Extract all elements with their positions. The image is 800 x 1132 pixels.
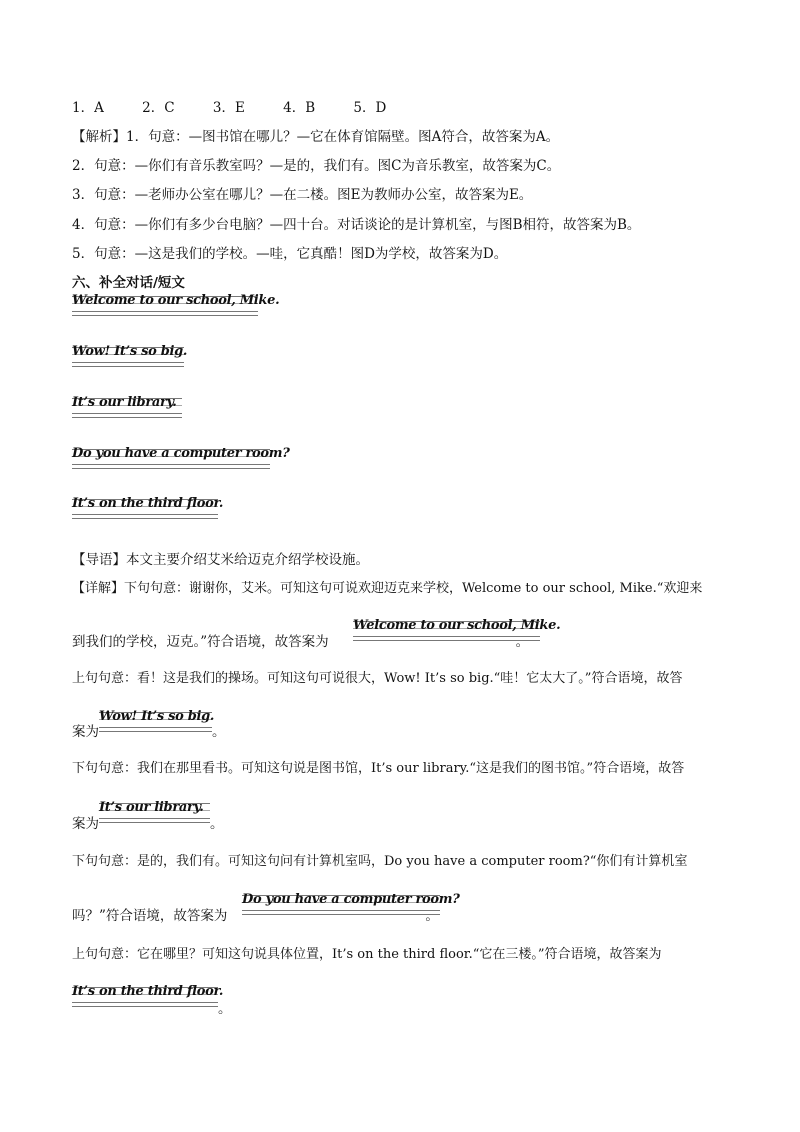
detail-3-handwriting [99, 801, 210, 823]
handwriting-text: It’s on the third floor. [72, 496, 224, 511]
handwriting-text: Wow! It’s so big. [72, 344, 188, 359]
handwriting-answer-4 [72, 446, 290, 469]
answer-5: 5．D [353, 100, 387, 116]
detail-3-line-1: 下句句意：我们在那里看书。可知这句说是图书馆，It’s our library.“这是我们的图书馆。”符合语境，故答 [72, 761, 685, 776]
analysis-line-3: 3．句意：—老师办公室在哪儿？—在二楼。图E为教师办公室，故答案为E。 [72, 187, 533, 203]
handwriting-text: It’s our library. [99, 800, 204, 815]
answer-1: 1．A [72, 100, 104, 116]
handwriting-answer-3 [72, 396, 182, 418]
detail-3-pre: 案为 [72, 816, 99, 832]
answer-3: 3．E [212, 100, 245, 116]
detail-1-handwriting [353, 618, 561, 641]
detail-4-post: 。 [425, 908, 439, 924]
handwriting-text: It’s on the third floor. [72, 984, 224, 999]
handwriting-text: Welcome to our school, Mike. [353, 618, 561, 633]
handwriting-text: Do you have a computer room? [72, 446, 290, 461]
handwriting-text: Wow! It’s so big. [99, 709, 215, 724]
detail-1-line-1: 【详解】下句句意：谢谢你，艾米。可知这句可说欢迎迈克来学校，Welcome to our school, Mike.“欢迎来 [72, 581, 703, 596]
detail-5-post: 。 [218, 1001, 232, 1017]
handwriting-answer-1 [72, 293, 280, 316]
answer-row [72, 99, 420, 117]
section-title: 六、补全对话/短文 [72, 275, 185, 291]
detail-2-handwriting [99, 709, 215, 732]
analysis-line-1: 【解析】1．句意：—图书馆在哪儿？—它在体育馆隔壁。图A符合，故答案为A。 [72, 129, 560, 145]
detail-2-line-1: 上句句意：看！这是我们的操场。可知这句可说很大，Wow! It’s so big.“哇！它太大了。”符合语境，故答 [72, 671, 683, 686]
handwriting-text: Do you have a computer room? [242, 892, 460, 907]
analysis-line-4: 4．句意：—你们有多少台电脑？—四十台。对话谈论的是计算机室，与图B相符，故答案为B。 [72, 217, 641, 233]
detail-3-post: 。 [210, 816, 224, 832]
analysis-line-5: 5．句意：—这是我们的学校。—哇，它真酷！图D为学校，故答案为D。 [72, 246, 508, 262]
handwriting-text: Welcome to our school, Mike. [72, 293, 280, 308]
answer-4: 4．B [283, 100, 316, 116]
detail-1-pre: 到我们的学校，迈克。”符合语境，故答案为 [72, 634, 329, 650]
handwriting-text: It’s our library. [72, 395, 177, 410]
detail-5-line-1: 上句句意：它在哪里？可知这句说具体位置，It’s on the third floor.“它在三楼。”符合语境，故答案为 [72, 947, 662, 962]
handwriting-answer-2 [72, 344, 188, 367]
detail-4-pre: 吗？”符合语境，故答案为 [72, 908, 228, 924]
detail-4-line-1: 下句句意：是的，我们有。可知这句问有计算机室吗，Do you have a computer room?“你们有计算机室 [72, 854, 688, 869]
answer-2: 2．C [142, 100, 175, 116]
detail-2-post: 。 [212, 724, 226, 740]
analysis-line-2: 2．句意：—你们有音乐教室吗？—是的，我们有。图C为音乐教室，故答案为C。 [72, 158, 561, 174]
detail-1-post: 。 [515, 634, 530, 650]
guide-line: 【导语】本文主要介绍艾米给迈克介绍学校设施。 [72, 552, 369, 568]
detail-2-pre: 案为 [72, 724, 99, 740]
handwriting-answer-5 [72, 496, 224, 519]
detail-5-handwriting [72, 984, 224, 1007]
detail-4-handwriting [242, 892, 460, 915]
